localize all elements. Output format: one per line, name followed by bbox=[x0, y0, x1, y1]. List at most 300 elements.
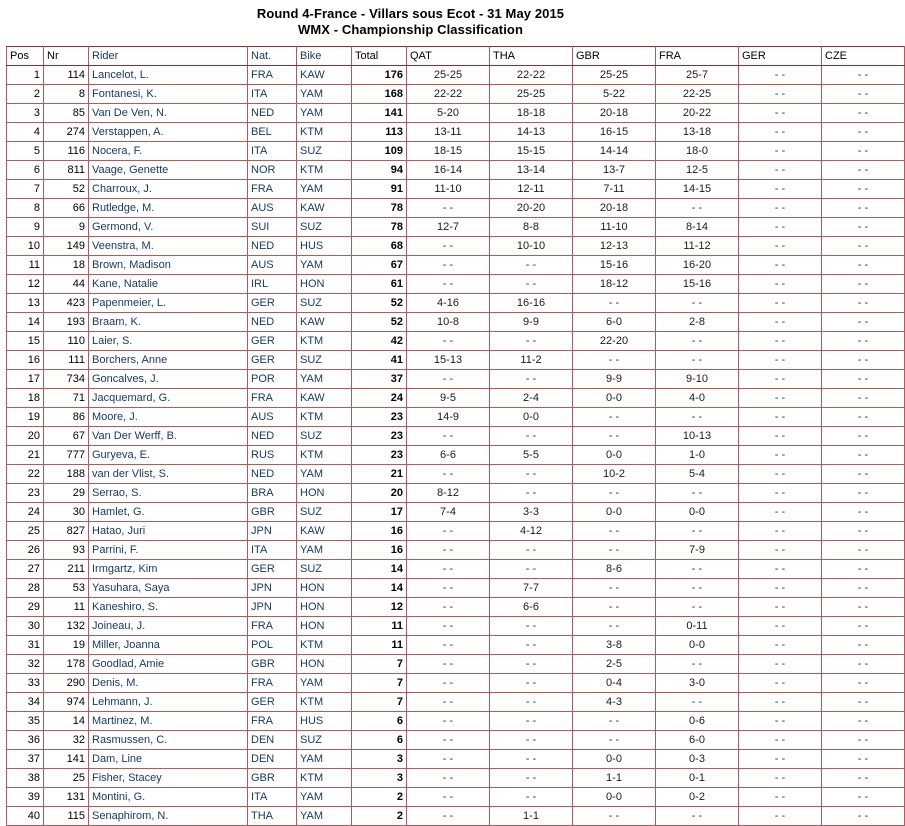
cell-nat: AUS bbox=[248, 198, 297, 217]
cell-qat: 8-12 bbox=[407, 483, 490, 502]
cell-tha: - - bbox=[490, 673, 573, 692]
cell-fra: - - bbox=[656, 559, 739, 578]
cell-tha: - - bbox=[490, 426, 573, 445]
cell-ger: - - bbox=[739, 122, 822, 141]
cell-ger: - - bbox=[739, 217, 822, 236]
cell-bike: KTM bbox=[297, 635, 352, 654]
table-row bbox=[7, 274, 905, 293]
cell-tha: 18-18 bbox=[490, 103, 573, 122]
cell-bike: SUZ bbox=[297, 217, 352, 236]
cell-qat: 9-5 bbox=[407, 388, 490, 407]
cell-pos: 9 bbox=[7, 217, 44, 236]
cell-gbr: - - bbox=[573, 578, 656, 597]
cell-qat: - - bbox=[407, 369, 490, 388]
cell-qat: 10-8 bbox=[407, 312, 490, 331]
cell-cze: - - bbox=[822, 65, 905, 84]
cell-rider: Goncalves, J. bbox=[89, 369, 248, 388]
table-row bbox=[7, 787, 905, 806]
column-header-ger: GER bbox=[739, 46, 822, 65]
cell-qat: - - bbox=[407, 787, 490, 806]
table-row bbox=[7, 160, 905, 179]
cell-nr: 32 bbox=[44, 730, 89, 749]
cell-bike: KTM bbox=[297, 331, 352, 350]
cell-cze: - - bbox=[822, 179, 905, 198]
cell-nr: 141 bbox=[44, 749, 89, 768]
cell-rider: Braam, K. bbox=[89, 312, 248, 331]
cell-fra: 0-11 bbox=[656, 616, 739, 635]
classification-title: WMX - Championship Classification bbox=[297, 22, 524, 38]
cell-gbr: 3-8 bbox=[573, 635, 656, 654]
table-row bbox=[7, 483, 905, 502]
cell-fra: - - bbox=[656, 806, 739, 825]
cell-total: 24 bbox=[352, 388, 407, 407]
cell-bike: YAM bbox=[297, 673, 352, 692]
cell-bike: YAM bbox=[297, 787, 352, 806]
cell-nat: GER bbox=[248, 293, 297, 312]
cell-rider: Rasmussen, C. bbox=[89, 730, 248, 749]
cell-cze: - - bbox=[822, 388, 905, 407]
cell-fra: 13-18 bbox=[656, 122, 739, 141]
cell-tha: - - bbox=[490, 654, 573, 673]
table-header-row bbox=[7, 46, 905, 65]
cell-bike: YAM bbox=[297, 84, 352, 103]
cell-bike: SUZ bbox=[297, 426, 352, 445]
cell-rider: Borchers, Anne bbox=[89, 350, 248, 369]
cell-total: 78 bbox=[352, 217, 407, 236]
cell-fra: 8-14 bbox=[656, 217, 739, 236]
table-row bbox=[7, 407, 905, 426]
cell-nat: NED bbox=[248, 103, 297, 122]
cell-nat: ITA bbox=[248, 141, 297, 160]
cell-bike: KTM bbox=[297, 122, 352, 141]
cell-rider: Van De Ven, N. bbox=[89, 103, 248, 122]
cell-gbr: - - bbox=[573, 540, 656, 559]
cell-cze: - - bbox=[822, 711, 905, 730]
cell-qat: - - bbox=[407, 236, 490, 255]
cell-gbr: 9-9 bbox=[573, 369, 656, 388]
table-row bbox=[7, 179, 905, 198]
cell-fra: 25-7 bbox=[656, 65, 739, 84]
cell-ger: - - bbox=[739, 635, 822, 654]
cell-bike: HON bbox=[297, 616, 352, 635]
cell-cze: - - bbox=[822, 445, 905, 464]
cell-fra: 0-1 bbox=[656, 768, 739, 787]
cell-gbr: 6-0 bbox=[573, 312, 656, 331]
cell-qat: 4-16 bbox=[407, 293, 490, 312]
cell-nat: NED bbox=[248, 426, 297, 445]
cell-gbr: 1-1 bbox=[573, 768, 656, 787]
column-header-bike: Bike bbox=[297, 46, 352, 65]
cell-nat: FRA bbox=[248, 711, 297, 730]
cell-fra: 3-0 bbox=[656, 673, 739, 692]
cell-pos: 25 bbox=[7, 521, 44, 540]
table-row bbox=[7, 198, 905, 217]
cell-nr: 827 bbox=[44, 521, 89, 540]
cell-bike: YAM bbox=[297, 540, 352, 559]
cell-nr: 423 bbox=[44, 293, 89, 312]
table-row bbox=[7, 730, 905, 749]
cell-qat: - - bbox=[407, 464, 490, 483]
cell-cze: - - bbox=[822, 293, 905, 312]
cell-nat: NED bbox=[248, 464, 297, 483]
cell-qat: - - bbox=[407, 806, 490, 825]
cell-tha: - - bbox=[490, 711, 573, 730]
table-row bbox=[7, 141, 905, 160]
cell-rider: Montini, G. bbox=[89, 787, 248, 806]
cell-tha: 5-5 bbox=[490, 445, 573, 464]
cell-rider: Hamlet, G. bbox=[89, 502, 248, 521]
cell-qat: - - bbox=[407, 274, 490, 293]
cell-cze: - - bbox=[822, 806, 905, 825]
cell-nat: ITA bbox=[248, 540, 297, 559]
cell-ger: - - bbox=[739, 502, 822, 521]
cell-qat: 15-13 bbox=[407, 350, 490, 369]
cell-nat: POR bbox=[248, 369, 297, 388]
cell-ger: - - bbox=[739, 350, 822, 369]
cell-nr: 974 bbox=[44, 692, 89, 711]
cell-rider: Germond, V. bbox=[89, 217, 248, 236]
cell-fra: - - bbox=[656, 483, 739, 502]
cell-pos: 19 bbox=[7, 407, 44, 426]
cell-nat: NED bbox=[248, 236, 297, 255]
cell-tha: 8-8 bbox=[490, 217, 573, 236]
table-row bbox=[7, 692, 905, 711]
cell-pos: 27 bbox=[7, 559, 44, 578]
table-row bbox=[7, 635, 905, 654]
cell-fra: 6-0 bbox=[656, 730, 739, 749]
cell-cze: - - bbox=[822, 464, 905, 483]
cell-bike: HON bbox=[297, 274, 352, 293]
table-body bbox=[7, 65, 905, 825]
cell-nat: ITA bbox=[248, 84, 297, 103]
cell-pos: 4 bbox=[7, 122, 44, 141]
cell-pos: 3 bbox=[7, 103, 44, 122]
cell-pos: 10 bbox=[7, 236, 44, 255]
cell-pos: 23 bbox=[7, 483, 44, 502]
cell-gbr: 0-0 bbox=[573, 749, 656, 768]
cell-nr: 53 bbox=[44, 578, 89, 597]
column-header-pos: Pos bbox=[7, 46, 44, 65]
cell-tha: - - bbox=[490, 635, 573, 654]
cell-nr: 116 bbox=[44, 141, 89, 160]
cell-ger: - - bbox=[739, 426, 822, 445]
cell-cze: - - bbox=[822, 768, 905, 787]
cell-gbr: 22-20 bbox=[573, 331, 656, 350]
cell-qat: - - bbox=[407, 540, 490, 559]
cell-pos: 5 bbox=[7, 141, 44, 160]
column-header-total: Total bbox=[352, 46, 407, 65]
cell-nat: THA bbox=[248, 806, 297, 825]
cell-bike: HUS bbox=[297, 236, 352, 255]
table-row bbox=[7, 521, 905, 540]
cell-rider: Denis, M. bbox=[89, 673, 248, 692]
cell-total: 3 bbox=[352, 749, 407, 768]
cell-tha: 13-14 bbox=[490, 160, 573, 179]
cell-pos: 12 bbox=[7, 274, 44, 293]
document-header bbox=[4, 6, 817, 39]
cell-tha: - - bbox=[490, 787, 573, 806]
cell-qat: - - bbox=[407, 521, 490, 540]
cell-nat: GBR bbox=[248, 768, 297, 787]
cell-total: 14 bbox=[352, 559, 407, 578]
cell-nat: AUS bbox=[248, 255, 297, 274]
event-title: Round 4-France - Villars sous Ecot - 31 May 2015 bbox=[256, 6, 565, 21]
cell-nr: 8 bbox=[44, 84, 89, 103]
cell-rider: Verstappen, A. bbox=[89, 122, 248, 141]
table-row bbox=[7, 103, 905, 122]
cell-nr: 114 bbox=[44, 65, 89, 84]
cell-pos: 37 bbox=[7, 749, 44, 768]
cell-gbr: 0-0 bbox=[573, 502, 656, 521]
cell-nat: GER bbox=[248, 559, 297, 578]
cell-bike: KAW bbox=[297, 388, 352, 407]
cell-nat: NED bbox=[248, 312, 297, 331]
cell-qat: - - bbox=[407, 578, 490, 597]
cell-gbr: 0-4 bbox=[573, 673, 656, 692]
cell-bike: YAM bbox=[297, 806, 352, 825]
cell-qat: - - bbox=[407, 635, 490, 654]
cell-pos: 14 bbox=[7, 312, 44, 331]
cell-tha: - - bbox=[490, 768, 573, 787]
cell-tha: - - bbox=[490, 616, 573, 635]
cell-fra: - - bbox=[656, 407, 739, 426]
cell-ger: - - bbox=[739, 597, 822, 616]
cell-total: 176 bbox=[352, 65, 407, 84]
cell-gbr: - - bbox=[573, 806, 656, 825]
cell-nr: 115 bbox=[44, 806, 89, 825]
cell-rider: Fisher, Stacey bbox=[89, 768, 248, 787]
cell-ger: - - bbox=[739, 749, 822, 768]
cell-tha: - - bbox=[490, 730, 573, 749]
cell-total: 21 bbox=[352, 464, 407, 483]
cell-fra: 0-2 bbox=[656, 787, 739, 806]
cell-rider: Fontanesi, K. bbox=[89, 84, 248, 103]
table-row bbox=[7, 236, 905, 255]
cell-nr: 25 bbox=[44, 768, 89, 787]
cell-gbr: 20-18 bbox=[573, 103, 656, 122]
cell-rider: Charroux, J. bbox=[89, 179, 248, 198]
cell-fra: - - bbox=[656, 331, 739, 350]
cell-cze: - - bbox=[822, 502, 905, 521]
cell-pos: 31 bbox=[7, 635, 44, 654]
cell-pos: 35 bbox=[7, 711, 44, 730]
cell-nat: FRA bbox=[248, 179, 297, 198]
cell-rider: Guryeva, E. bbox=[89, 445, 248, 464]
cell-ger: - - bbox=[739, 540, 822, 559]
cell-ger: - - bbox=[739, 787, 822, 806]
cell-total: 67 bbox=[352, 255, 407, 274]
cell-total: 7 bbox=[352, 654, 407, 673]
cell-cze: - - bbox=[822, 84, 905, 103]
cell-total: 11 bbox=[352, 635, 407, 654]
cell-nat: FRA bbox=[248, 65, 297, 84]
cell-pos: 1 bbox=[7, 65, 44, 84]
cell-ger: - - bbox=[739, 768, 822, 787]
cell-fra: 10-13 bbox=[656, 426, 739, 445]
cell-pos: 38 bbox=[7, 768, 44, 787]
cell-cze: - - bbox=[822, 787, 905, 806]
table-row bbox=[7, 673, 905, 692]
cell-pos: 7 bbox=[7, 179, 44, 198]
cell-total: 3 bbox=[352, 768, 407, 787]
cell-qat: - - bbox=[407, 597, 490, 616]
cell-fra: 0-6 bbox=[656, 711, 739, 730]
cell-cze: - - bbox=[822, 578, 905, 597]
cell-cze: - - bbox=[822, 654, 905, 673]
cell-cze: - - bbox=[822, 692, 905, 711]
cell-nr: 290 bbox=[44, 673, 89, 692]
cell-pos: 21 bbox=[7, 445, 44, 464]
cell-pos: 28 bbox=[7, 578, 44, 597]
cell-tha: 7-7 bbox=[490, 578, 573, 597]
cell-fra: 0-0 bbox=[656, 502, 739, 521]
cell-bike: SUZ bbox=[297, 293, 352, 312]
cell-tha: 14-13 bbox=[490, 122, 573, 141]
cell-cze: - - bbox=[822, 350, 905, 369]
cell-cze: - - bbox=[822, 749, 905, 768]
table-row bbox=[7, 445, 905, 464]
cell-fra: 18-0 bbox=[656, 141, 739, 160]
cell-total: 23 bbox=[352, 407, 407, 426]
cell-bike: SUZ bbox=[297, 141, 352, 160]
cell-ger: - - bbox=[739, 464, 822, 483]
cell-total: 17 bbox=[352, 502, 407, 521]
cell-total: 109 bbox=[352, 141, 407, 160]
cell-rider: Brown, Madison bbox=[89, 255, 248, 274]
cell-ger: - - bbox=[739, 578, 822, 597]
table-row bbox=[7, 65, 905, 84]
cell-rider: Goodlad, Amie bbox=[89, 654, 248, 673]
cell-gbr: 8-6 bbox=[573, 559, 656, 578]
table-header bbox=[7, 46, 905, 65]
cell-ger: - - bbox=[739, 84, 822, 103]
cell-bike: KTM bbox=[297, 160, 352, 179]
cell-tha: 20-20 bbox=[490, 198, 573, 217]
cell-nat: BEL bbox=[248, 122, 297, 141]
cell-fra: - - bbox=[656, 198, 739, 217]
cell-gbr: 20-18 bbox=[573, 198, 656, 217]
cell-bike: KAW bbox=[297, 521, 352, 540]
cell-gbr: 25-25 bbox=[573, 65, 656, 84]
column-header-gbr: GBR bbox=[573, 46, 656, 65]
cell-rider: Lancelot, L. bbox=[89, 65, 248, 84]
cell-nr: 734 bbox=[44, 369, 89, 388]
cell-fra: - - bbox=[656, 350, 739, 369]
table-row bbox=[7, 616, 905, 635]
cell-nr: 193 bbox=[44, 312, 89, 331]
table-row bbox=[7, 388, 905, 407]
cell-total: 6 bbox=[352, 711, 407, 730]
cell-pos: 18 bbox=[7, 388, 44, 407]
table-row bbox=[7, 540, 905, 559]
cell-tha: 12-11 bbox=[490, 179, 573, 198]
cell-bike: HUS bbox=[297, 711, 352, 730]
cell-nat: GER bbox=[248, 692, 297, 711]
cell-nat: JPN bbox=[248, 578, 297, 597]
cell-ger: - - bbox=[739, 616, 822, 635]
cell-nr: 777 bbox=[44, 445, 89, 464]
cell-ger: - - bbox=[739, 730, 822, 749]
cell-cze: - - bbox=[822, 255, 905, 274]
cell-qat: - - bbox=[407, 559, 490, 578]
cell-cze: - - bbox=[822, 160, 905, 179]
cell-total: 23 bbox=[352, 445, 407, 464]
championship-classification-table bbox=[6, 46, 905, 826]
cell-qat: - - bbox=[407, 711, 490, 730]
cell-total: 14 bbox=[352, 578, 407, 597]
cell-rider: Vaage, Genette bbox=[89, 160, 248, 179]
cell-total: 2 bbox=[352, 806, 407, 825]
cell-cze: - - bbox=[822, 635, 905, 654]
cell-nr: 149 bbox=[44, 236, 89, 255]
cell-nr: 178 bbox=[44, 654, 89, 673]
cell-tha: 16-16 bbox=[490, 293, 573, 312]
cell-gbr: 16-15 bbox=[573, 122, 656, 141]
cell-ger: - - bbox=[739, 274, 822, 293]
cell-ger: - - bbox=[739, 445, 822, 464]
cell-total: 6 bbox=[352, 730, 407, 749]
cell-tha: 0-0 bbox=[490, 407, 573, 426]
cell-total: 168 bbox=[352, 84, 407, 103]
cell-nr: 86 bbox=[44, 407, 89, 426]
cell-nr: 111 bbox=[44, 350, 89, 369]
cell-rider: Kaneshiro, S. bbox=[89, 597, 248, 616]
cell-cze: - - bbox=[822, 616, 905, 635]
cell-pos: 26 bbox=[7, 540, 44, 559]
cell-pos: 22 bbox=[7, 464, 44, 483]
cell-qat: - - bbox=[407, 654, 490, 673]
cell-total: 113 bbox=[352, 122, 407, 141]
cell-gbr: 2-5 bbox=[573, 654, 656, 673]
cell-nat: AUS bbox=[248, 407, 297, 426]
cell-total: 52 bbox=[352, 312, 407, 331]
cell-nat: GBR bbox=[248, 654, 297, 673]
cell-bike: KAW bbox=[297, 198, 352, 217]
cell-nr: 44 bbox=[44, 274, 89, 293]
cell-total: 78 bbox=[352, 198, 407, 217]
cell-qat: 13-11 bbox=[407, 122, 490, 141]
cell-nat: RUS bbox=[248, 445, 297, 464]
table-row bbox=[7, 217, 905, 236]
cell-tha: - - bbox=[490, 464, 573, 483]
cell-nat: NOR bbox=[248, 160, 297, 179]
cell-total: 12 bbox=[352, 597, 407, 616]
cell-tha: 2-4 bbox=[490, 388, 573, 407]
cell-total: 20 bbox=[352, 483, 407, 502]
cell-nr: 188 bbox=[44, 464, 89, 483]
cell-nat: POL bbox=[248, 635, 297, 654]
cell-cze: - - bbox=[822, 217, 905, 236]
cell-tha: 3-3 bbox=[490, 502, 573, 521]
cell-gbr: 7-11 bbox=[573, 179, 656, 198]
cell-nr: 9 bbox=[44, 217, 89, 236]
cell-rider: Miller, Joanna bbox=[89, 635, 248, 654]
cell-tha: 6-6 bbox=[490, 597, 573, 616]
cell-cze: - - bbox=[822, 198, 905, 217]
column-header-rider: Rider bbox=[89, 46, 248, 65]
cell-nr: 29 bbox=[44, 483, 89, 502]
cell-pos: 8 bbox=[7, 198, 44, 217]
cell-bike: SUZ bbox=[297, 502, 352, 521]
cell-pos: 6 bbox=[7, 160, 44, 179]
cell-pos: 30 bbox=[7, 616, 44, 635]
table-row bbox=[7, 331, 905, 350]
table-row bbox=[7, 122, 905, 141]
cell-qat: - - bbox=[407, 730, 490, 749]
cell-fra: 1-0 bbox=[656, 445, 739, 464]
cell-gbr: - - bbox=[573, 293, 656, 312]
cell-tha: - - bbox=[490, 540, 573, 559]
